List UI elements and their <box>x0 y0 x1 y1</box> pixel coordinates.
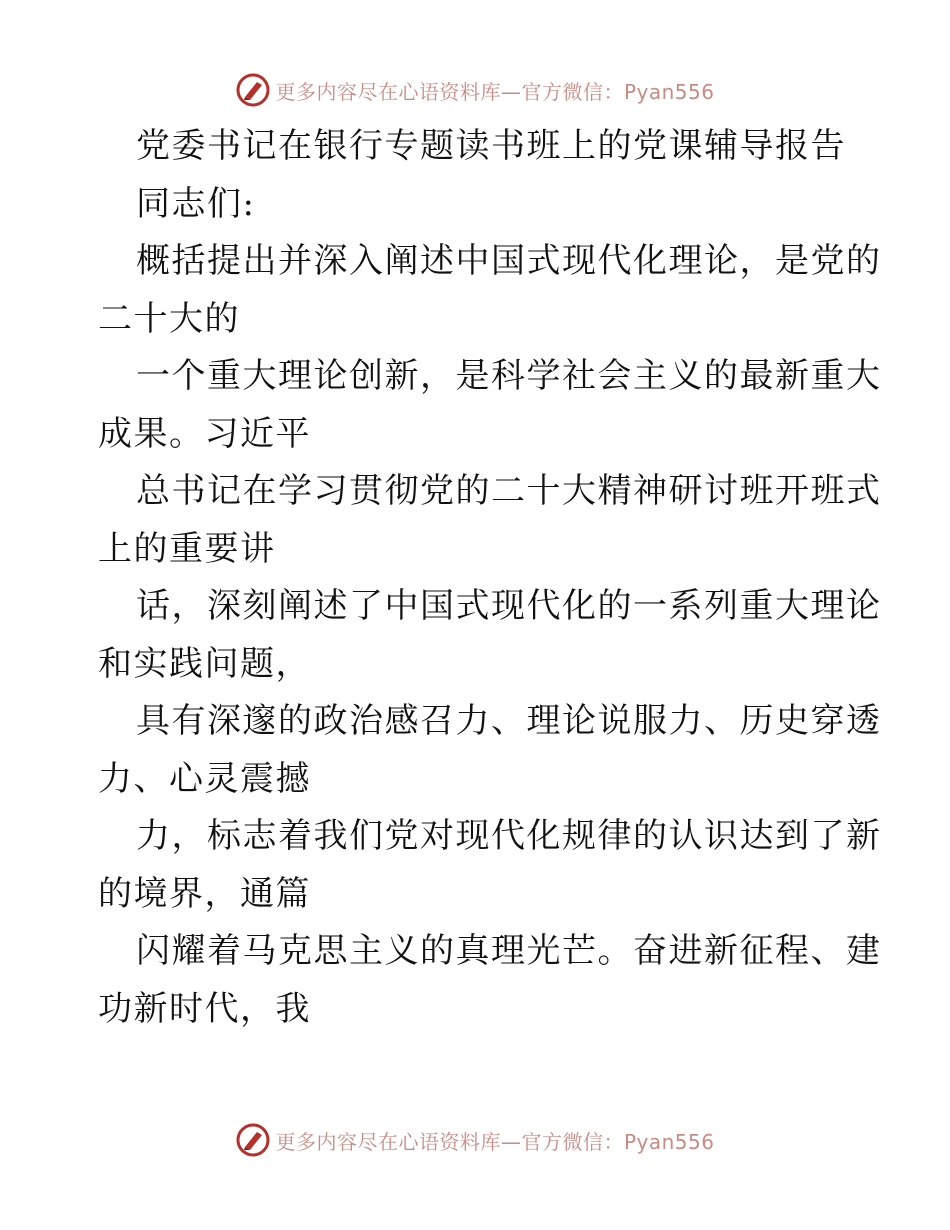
watermark-text: 更多内容尽在心语资料库—官方微信：Pyan556 <box>275 79 715 104</box>
document-body <box>98 118 882 1038</box>
text-line: 概括提出并深入阐述中国式现代化理论，是党的 <box>136 241 882 281</box>
text-line: 上的重要讲 <box>98 528 276 569</box>
watermark-text: 更多内容尽在心语资料库—官方微信：Pyan556 <box>275 1129 715 1154</box>
pen-logo-icon <box>235 72 271 108</box>
text-line: 一个重大理论创新，是科学社会主义的最新重大 <box>136 356 882 396</box>
footer-watermark <box>0 1120 950 1160</box>
text-line: 同志们: <box>136 183 256 224</box>
text-line: 具有深邃的政治感召力、理论说服力、历史穿透 <box>136 701 882 741</box>
text-line: 话，深刻阐述了中国式现代化的一系列重大理论 <box>136 586 882 626</box>
text-line: 的境界，通篇 <box>98 873 311 914</box>
header-watermark <box>0 70 950 110</box>
document-title: 党委书记在银行专题读书班上的党课辅导报告 <box>136 126 846 166</box>
text-line: 总书记在学习贯彻党的二十大精神研讨班开班式 <box>136 471 882 511</box>
text-line: 闪耀着马克思主义的真理光芒。奋进新征程、建 <box>136 931 882 971</box>
pen-logo-icon <box>235 1122 271 1158</box>
text-line: 和实践问题， <box>98 643 311 684</box>
text-line: 功新时代，我 <box>98 988 311 1029</box>
text-line: 力、心灵震撼 <box>98 758 311 799</box>
text-line: 成果。习近平 <box>98 413 311 454</box>
text-line: 二十大的 <box>98 298 240 339</box>
text-line: 力，标志着我们党对现代化规律的认识达到了新 <box>136 816 882 856</box>
